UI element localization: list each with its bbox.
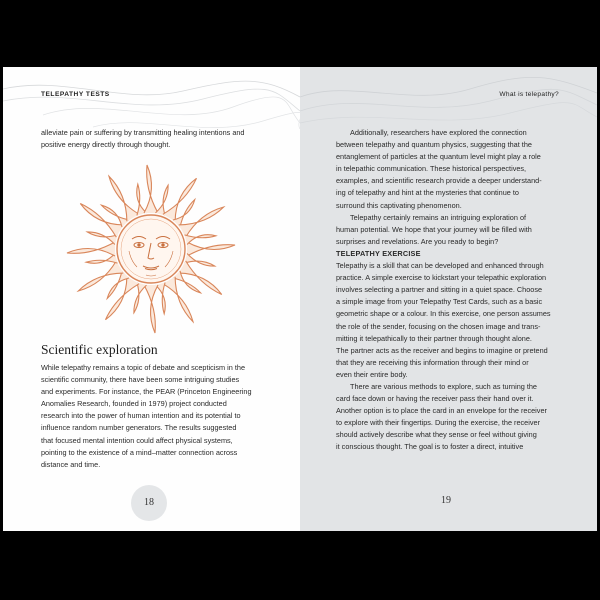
text-line: between telepathy and quantum physics, suggesting that the <box>336 140 532 150</box>
left-page <box>3 67 300 531</box>
running-head-left: TELEPATHY TESTS <box>41 91 110 98</box>
sun-ray <box>187 242 235 256</box>
text-line: that focused mental intention could affect physical systems, <box>41 435 233 445</box>
text-line: and experiments. For instance, the PEAR (Princeton Engineering <box>41 387 252 397</box>
text-line: scientific community, there have been some intriguing studies <box>41 375 240 385</box>
text-line: in telepathic communication. These historical perspectives, <box>336 164 527 174</box>
sun-ray <box>134 283 147 313</box>
text-line: pointing to the existence of a mind–matter connection across <box>41 447 238 457</box>
sun-ray <box>144 285 158 333</box>
text-line: ing of telepathy and hint at the mysteries that continue to <box>336 188 519 198</box>
sun-face-illustration <box>61 159 241 339</box>
right-page <box>300 67 597 531</box>
text-line: even their entire body. <box>336 369 408 379</box>
text-line: human potential. We hope that your journey will be filled with <box>336 224 532 234</box>
sun-ray <box>87 232 117 245</box>
text-line: Telepathy certainly remains an intriguing exploration of <box>350 212 527 222</box>
page-number-right: 19 <box>441 495 451 506</box>
exercise-heading: TELEPATHY EXERCISE <box>336 248 421 258</box>
sun-ray <box>144 165 158 213</box>
section-heading: Scientific exploration <box>41 342 158 357</box>
sun-ray <box>185 235 216 245</box>
text-line: positive energy directly through thought. <box>41 140 171 150</box>
text-line: it conscious thought. The goal is to foster a direct, intuitive <box>336 442 524 452</box>
text-line: distance and time. <box>41 459 101 469</box>
text-line: While telepathy remains a topic of debate and scepticism in the <box>41 363 246 372</box>
text-line: to explore with their fingertips. During the exercise, the receiver <box>336 418 541 428</box>
text-line: Another option is to place the card in an envelope for the receiver <box>336 406 547 416</box>
text-line: that they are receiving this information through their mind or <box>336 357 529 367</box>
text-line: mitting it telepathically to their partner through thought alone. <box>336 333 532 343</box>
text-line: examples, and scientific research provide a deeper understand- <box>336 176 542 186</box>
text-line: entanglement of particles at the quantum level might play a role <box>336 152 541 162</box>
text-line: should actively describe what they sense or feel without giving <box>336 430 537 440</box>
text-line: research into the power of human intention and its potential to <box>41 411 241 421</box>
text-line: practice. A simple exercise to kickstart your telepathic exploration <box>336 273 547 283</box>
left-top-paragraph <box>41 127 271 151</box>
sun-ray <box>185 254 215 267</box>
text-line: surround this captivating phenomenon. <box>336 200 462 210</box>
text-line: geometric shape or a colour. In this exercise, one person assumes <box>336 309 551 319</box>
text-line: involves selecting a partner and sitting in a quiet space. Choose <box>336 285 543 295</box>
text-line: card face down or having the receiver pass their hand over it. <box>336 394 534 404</box>
text-line: a simple image from your Telepathy Test Cards, such as a basic <box>336 297 543 307</box>
left-body-text <box>41 362 263 471</box>
text-line: Anomalies Research, founded in 1979) project conducted <box>41 399 227 409</box>
text-line: influence random number generators. The results suggested <box>41 423 237 433</box>
book-spread <box>3 67 597 531</box>
right-body-text <box>336 127 562 454</box>
text-line: the role of the sender, focusing on the chosen image and trans- <box>336 321 541 331</box>
text-line: surprises and revelations. Are you ready to begin? <box>336 236 499 246</box>
text-line: alleviate pain or suffering by transmitting healing intentions and <box>41 128 245 137</box>
text-line: The partner acts as the receiver and begins to imagine or pretend <box>336 345 548 355</box>
page-number-left: 18 <box>131 485 167 521</box>
text-line: Additionally, researchers have explored the connection <box>350 128 527 137</box>
text-line: There are various methods to explore, such as turning the <box>350 381 537 391</box>
text-line: Telepathy is a skill that can be developed and enhanced through <box>336 261 544 271</box>
sun-ray <box>156 185 169 215</box>
sun-ray <box>67 242 115 256</box>
running-head-right: What is telepathy? <box>499 91 559 98</box>
